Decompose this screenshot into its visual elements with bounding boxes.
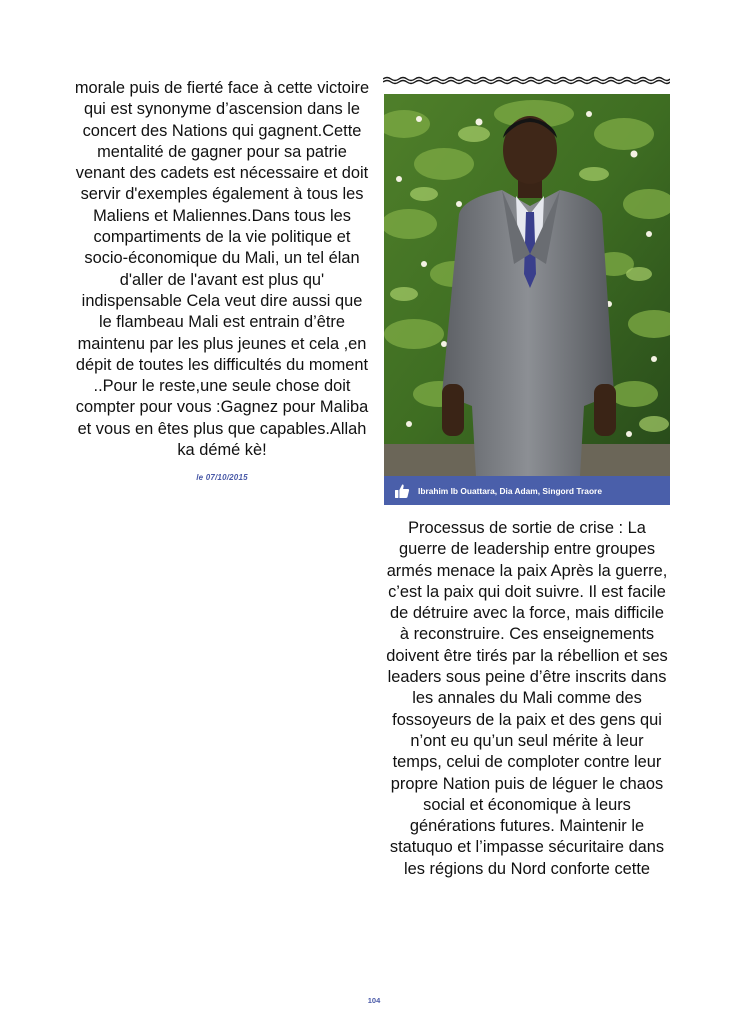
wavy-divider [383,74,670,86]
photo-caption-bar [384,476,670,505]
right-article-column [384,518,670,880]
page-number: 104 [367,996,381,1005]
right-body-text: Processus de sortie de crise : La guerre de leadership entre groupes armés menace la paix Après la guerre, c’est la paix qui doit suivre. Il est facile de détruire avec la force, mais difficile à reconstruire. Ces enseignements doivent être tirés par la rébellion et ses leaders sous peine d’être inscrits dans les annales du Mali comme des fossoyeurs de la paix et des gens qui n’ont eu qu’un seul mérite à leur temps, celui de comploter contre leur propre Nation puis de léguer le chaos social et économique à leurs générations futures. Maintenir le statuquo et l’impasse sécuritaire dans les régions du Nord conforte cette [386,519,668,878]
left-article-column [74,78,370,489]
thumbs-up-icon[interactable] [394,483,410,499]
article-date: le 07/10/2015 [196,473,248,483]
photo-caption: Ibrahim Ib Ouattara, Dia Adam, Singord Traore [418,485,602,496]
left-body-text: morale puis de fierté face à cette victoire qui est synonyme d’ascension dans le concert des Nations qui gagnent.Cette mentalité de gagner pour sa patrie venant des cadets est nécessaire et doit servir d'exemples également à tous les Maliens et Maliennes.Dans tous les compartiments de la vie politique et socio-économique du Mali, un tel élan d'aller de l'avant est plus qu' indispensable Cela veut dire aussi que le flambeau Mali est entrain d’être maintenu par les plus jeunes et cela ,en dépit de toutes les difficultés du moment ..Pour le reste,une seule chose doit compter pour vous :Gagnez pour Maliba et vous en êtes plus que capables.Allah ka démé kè! [74,79,370,460]
portrait-photo [384,94,670,476]
